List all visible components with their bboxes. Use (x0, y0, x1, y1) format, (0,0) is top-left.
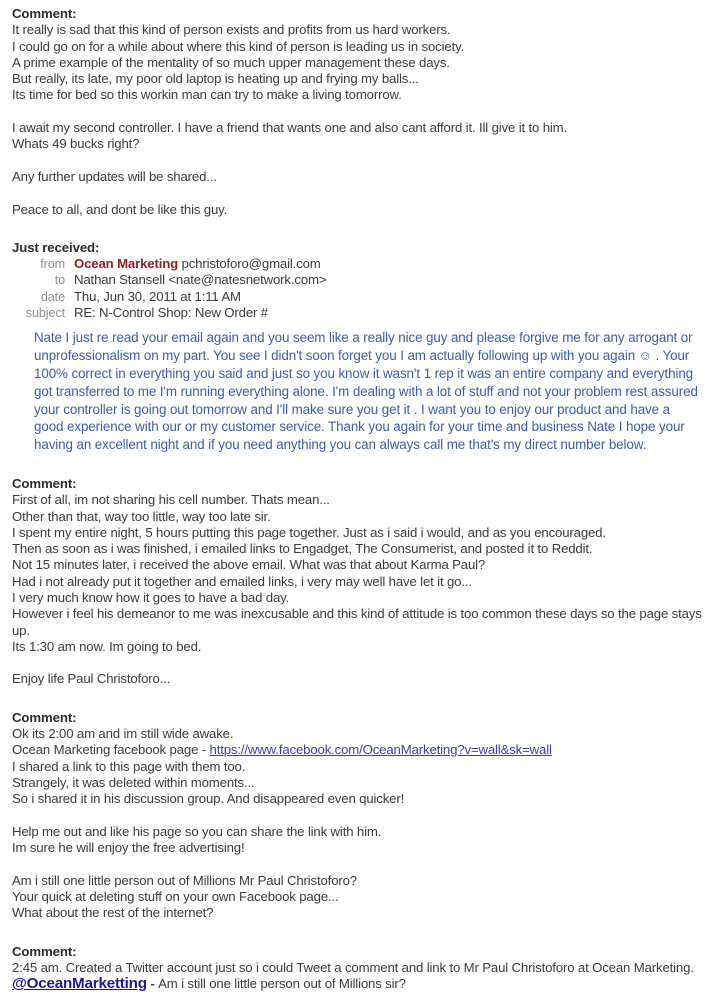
comment-line: 2:45 am. Created a Twitter account just so i could Tweet a comment and link to Mr Paul Christoforo at Ocean Marketing. (12, 959, 694, 975)
email-label-to: to (54, 273, 65, 288)
email-header-row-subject (12, 305, 715, 321)
comment-line: A prime example of the mentality of so much upper management these days. (12, 54, 450, 70)
comment-line: I very much know how it goes to have a bad day. (12, 590, 290, 605)
comment-line: Other than that, way too little, way too late sir. (12, 508, 271, 524)
section-spacer (12, 688, 715, 710)
email-body-part-1: Nate I just re read your email again and you seem like a really nice guy and please forgive me for any arrogant or unprofessionalism on my part. You see I didn't soon forget you I am actually following up with you again (34, 330, 693, 364)
comment-heading: Comment: (12, 475, 77, 491)
comment-line-with-link (12, 742, 715, 758)
comment-line: Your quick at deleting stuff on your own Facebook page... (12, 889, 339, 905)
twitter-line-rest: Am i still one little person out of Millions sir? (158, 976, 406, 992)
paragraph-spacer (12, 321, 715, 329)
paragraph-spacer (12, 856, 715, 872)
facebook-link-prefix: Ocean Marketing facebook page - (12, 742, 210, 758)
email-header-row-date (12, 289, 715, 305)
comment-line: However i feel his demeanor to me was inexcusable and this kind of attitude is too common these days so the page stays up. (12, 606, 706, 638)
comment-line: Then as soon as i was finished, i emailed links to Engadget, The Consumerist, and posted it to Reddit. (12, 541, 593, 557)
email-header (12, 256, 715, 321)
comment-block-3 (12, 710, 715, 922)
comment-line: Help me out and like his page so you can share the link with him. (12, 823, 382, 839)
comment-heading: Comment: (12, 709, 77, 725)
comment-line: Whats 49 bucks right? (12, 136, 140, 152)
comment-block-2 (12, 476, 715, 688)
section-spacer (12, 922, 715, 944)
comment-block-4 (12, 944, 715, 993)
comment-heading: Comment: (12, 943, 77, 959)
comment-line: So i shared it in his discussion group. And disappeared even quicker! (12, 791, 405, 807)
comment-line: But really, its late, my poor old laptop is heating up and frying my balls... (12, 71, 419, 87)
comment-line: Had i not already put it together and emailed links, i very may well have let it go... (12, 573, 472, 589)
email-header-row-from (12, 256, 715, 272)
comment-line: What about the rest of the internet? (12, 905, 214, 921)
twitter-handle-link[interactable]: @OceanMarketting (12, 975, 147, 993)
comment-block-1 (12, 6, 715, 218)
comment-line: Enjoy life Paul Christoforo... (12, 671, 171, 687)
comment-line-with-twitter-handle (12, 976, 715, 992)
sender-address: pchristoforo@gmail.com (181, 256, 321, 272)
comment-line: I could go on for a while about where this kind of person is leading us in society. (12, 38, 465, 54)
paragraph-spacer (12, 655, 715, 671)
email-to-value: Nathan Stansell <nate@natesnetwork.com> (74, 272, 327, 288)
facebook-page-link[interactable]: https://www.facebook.com/OceanMarketing?v=wall&sk=wall (209, 742, 552, 758)
comment-heading: Comment: (12, 6, 77, 21)
comment-line: Am i still one little person out of Millions Mr Paul Christoforo? (12, 872, 357, 888)
comment-line: Its time for bed so this workin man can try to make a living tomorrow. (12, 87, 402, 103)
comment-line: I await my second controller. I have a friend that wants one and also cant afford it. Ill give it to him. (12, 120, 568, 136)
twitter-separator: - (146, 976, 159, 992)
comment-line: Peace to all, and dont be like this guy. (12, 201, 228, 217)
comment-line: Im sure he will enjoy the free advertising! (12, 840, 245, 856)
email-subject-value: RE: N-Control Shop: New Order # (74, 305, 268, 321)
paragraph-spacer (12, 104, 715, 120)
just-received-heading: Just received: (12, 239, 100, 255)
email-label-date: date (40, 289, 65, 304)
email-label-from: from (40, 257, 65, 272)
paragraph-spacer (12, 185, 715, 201)
comment-line: First of all, im not sharing his cell number. Thats mean... (12, 492, 330, 508)
paragraph-spacer (12, 153, 715, 169)
email-date-value: Thu, Jun 30, 2011 at 1:11 AM (74, 288, 241, 304)
sender-name: Ocean Marketing (74, 256, 179, 272)
email-label-subject: subject (25, 306, 65, 321)
section-spacer (12, 218, 715, 240)
comment-line: I spent my entire night, 5 hours putting this page together. Just as i said i would, and as you encouraged. (12, 524, 606, 540)
comment-line: Its 1:30 am now. Im going to bed. (12, 638, 202, 654)
email-body-part-2: . Your 100% correct in everything you said and just so you know it wasn't 1 rep it was an entire company and everything got transferred to me I'm running everything alone. I'm dealing with a lot of stuff and not your problem rest assured your controller is going out tomorrow and I'll make sure you get it . I want you to enjoy our product and have a good experience with our or my customer service. Thank you again for your time and business Nate I hope your having an excellent night and if you need anything you can always call me that's my direct number below. (34, 348, 698, 453)
paragraph-spacer (12, 808, 715, 824)
comment-line: I shared a link to this page with them too. (12, 758, 246, 774)
section-spacer (12, 454, 715, 476)
email-from-value (74, 256, 321, 272)
smiley-face-icon: ☺ (638, 348, 652, 364)
received-email-block (12, 240, 715, 454)
comment-line: Strangely, it was deleted within moments... (12, 774, 255, 790)
comment-line: It really is sad that this kind of person exists and profits from us hard workers. (12, 22, 451, 38)
comment-line: Not 15 minutes later, i received the above email. What was that about Karma Paul? (12, 557, 486, 573)
email-quoted-body (12, 329, 715, 454)
comment-line: Any further updates will be shared... (12, 168, 217, 184)
email-header-row-to (12, 272, 715, 288)
comment-line: Ok its 2:00 am and im still wide awake. (12, 726, 234, 742)
